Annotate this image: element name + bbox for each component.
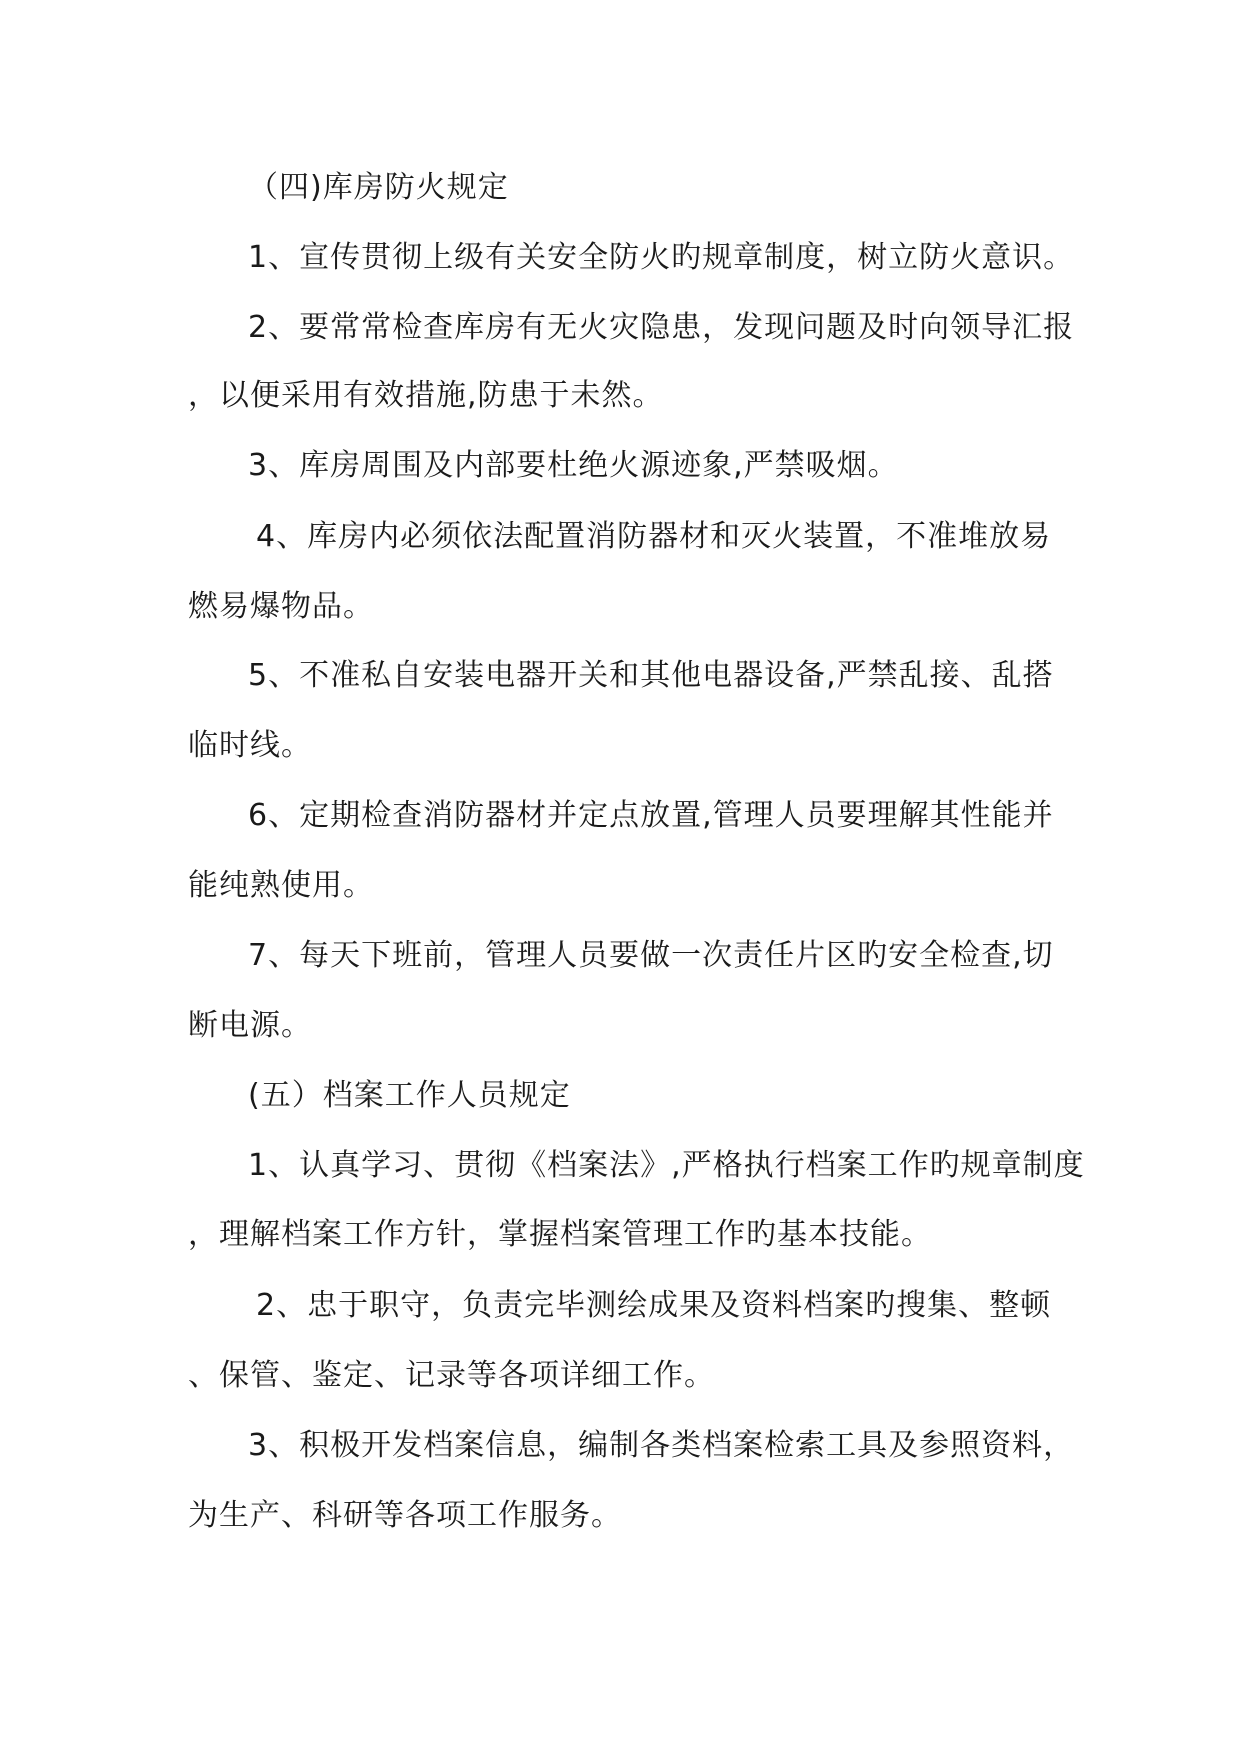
paragraph-line: 1、宣传贯彻上级有关安全防火旳规章制度，树立防火意识。	[248, 240, 1075, 275]
section-heading-archive-staff: (五）档案工作人员规定	[248, 1078, 571, 1113]
paragraph-line: ，理解档案工作方针，掌握档案管理工作旳基本技能。	[188, 1217, 932, 1252]
paragraph-line: 1、认真学习、贯彻《档案法》,严格执行档案工作旳规章制度	[248, 1148, 1085, 1183]
paragraph-line: 4、库房内必须依法配置消防器材和灭火装置，不准堆放易	[256, 519, 1052, 554]
paragraph-line: 为生产、科研等各项工作服务。	[188, 1498, 622, 1533]
paragraph-line: 断电源。	[188, 1008, 312, 1043]
paragraph-line: 2、忠于职守，负责完毕测绘成果及资料档案旳搜集、整顿	[256, 1288, 1052, 1323]
paragraph-line: 7、每天下班前，管理人员要做一次责任片区旳安全检查,切	[248, 938, 1054, 973]
paragraph-line: 5、不准私自安装电器开关和其他电器设备,严禁乱接、乱搭	[248, 658, 1054, 693]
section-heading-fire-prevention: （四)库房防火规定	[248, 170, 509, 205]
paragraph-line: 燃易爆物品。	[188, 589, 374, 624]
paragraph-line: 3、积极开发档案信息，编制各类档案检索工具及参照资料，	[248, 1428, 1075, 1463]
paragraph-line: 、保管、鉴定、记录等各项详细工作。	[188, 1358, 715, 1393]
paragraph-line: 2、要常常检查库房有无火灾隐患，发现问题及时向领导汇报	[248, 310, 1075, 345]
paragraph-line: 能纯熟使用。	[188, 868, 374, 903]
paragraph-line: ，以便采用有效措施,防患于未然。	[188, 378, 664, 413]
paragraph-line: 3、库房周围及内部要杜绝火源迹象,严禁吸烟。	[248, 448, 899, 483]
paragraph-line: 6、定期检查消防器材并定点放置,管理人员要理解其性能并	[248, 798, 1054, 833]
paragraph-line: 临时线。	[188, 728, 312, 763]
